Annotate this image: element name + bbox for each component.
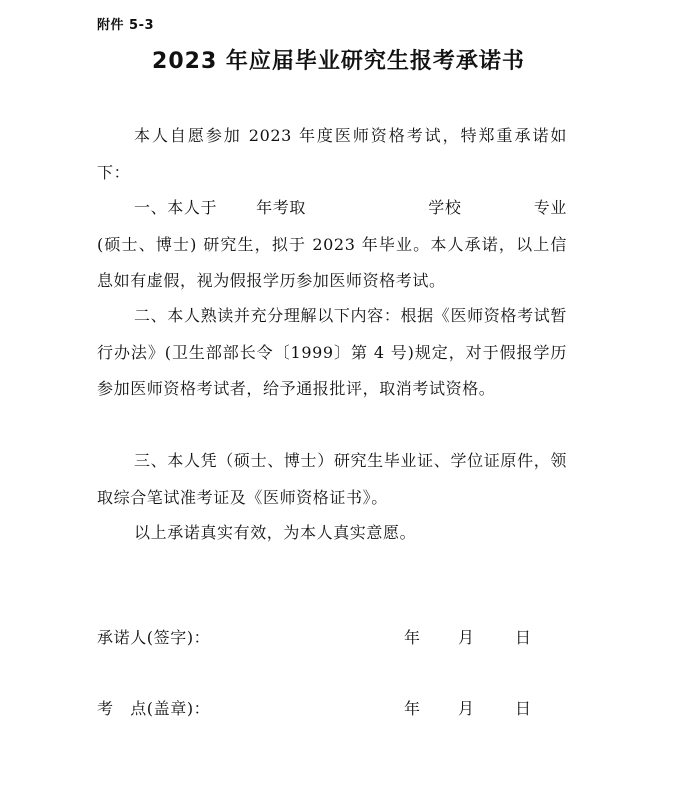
stamp-label: 考 点(盖章)： bbox=[97, 699, 211, 718]
page-title: 2023 年应届毕业研究生报考承诺书 bbox=[152, 49, 525, 74]
date-day-label: 日 bbox=[515, 628, 532, 647]
signature-row-exam-site bbox=[97, 696, 567, 726]
paragraph-closing: 以上承诺真实有效，为本人真实意愿。 bbox=[134, 523, 417, 542]
attachment-label: 附件 5-3 bbox=[97, 18, 155, 33]
date-month-label: 月 bbox=[458, 628, 475, 647]
paragraph-item-2: 二、本人熟读并充分理解以下内容：根据《医师资格考试暂行办法》(卫生部部长令〔1999〕第 4 号)规定，对于假报学历参加医师资格考试者，给予通报批评，取消考试资格。 bbox=[97, 306, 567, 398]
signature-row-promisor bbox=[97, 625, 567, 655]
date-year-label: 年 bbox=[404, 699, 421, 718]
date-day-label: 日 bbox=[515, 699, 532, 718]
date-month-label: 月 bbox=[458, 699, 475, 718]
date-year-label: 年 bbox=[404, 628, 421, 647]
paragraph-item-1: 一、本人于 年考取 学校 专业(硕士、博士) 研究生，拟于 2023 年毕业。本人承诺，以上信息如有虚假，视为假报学历参加医师资格考试。 bbox=[97, 198, 567, 290]
signature-label: 承诺人(签字)： bbox=[97, 628, 211, 647]
paragraph-item-3: 三、本人凭（硕士、博士）研究生毕业证、学位证原件，领取综合笔试准考证及《医师资格证书》。 bbox=[97, 451, 567, 507]
paragraph-intro: 本人自愿参加 2023 年度医师资格考试，特郑重承诺如下： bbox=[97, 126, 567, 182]
